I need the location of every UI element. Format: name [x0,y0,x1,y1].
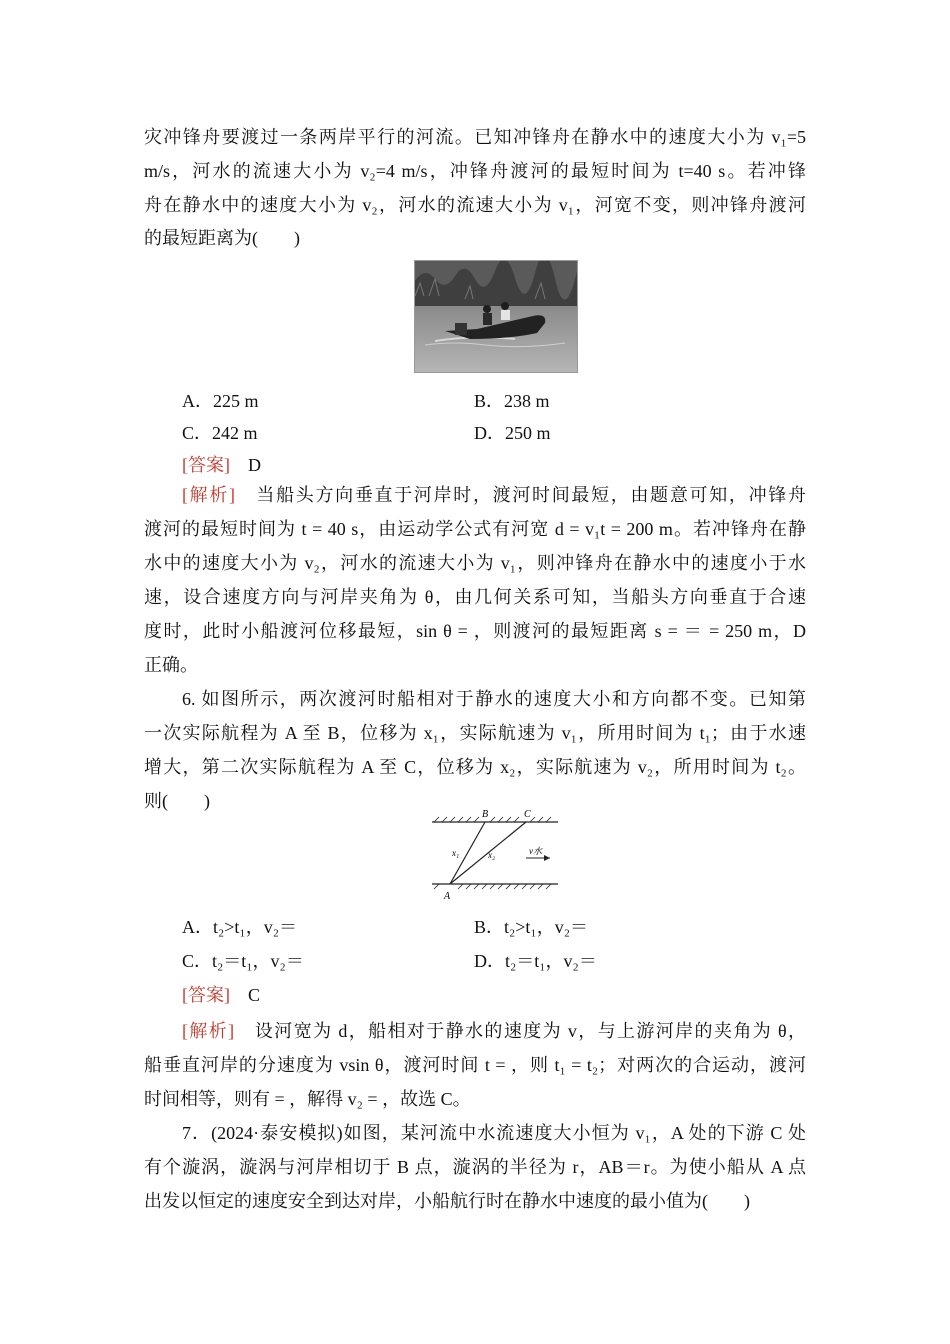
text-line-q5-jx-l5: 度时，此时小船渡河位移最短，sin θ = ，则渡河的最短距离 s = ＝ = 250 m，D [144,621,806,641]
text-line-q6-jx-l3: 时间相等，则有 = ，解得 v₂ = ，故选 C。 [144,1089,471,1109]
text-line-q5-l2: m/s，河水的流速大小为 v₂=4 m/s，冲锋舟渡河的最短时间为 t=40 s。若冲锋 [144,161,806,181]
diagram-label-x2: x₂ [488,850,496,860]
text-line-q5-jx-l3: 水中的速度大小为 v₂，河水的流速大小为 v₁，则冲锋舟在静水中的速度小于水 [144,553,806,573]
rescue-boat-photo [414,260,578,373]
line-text: 6. 如图所示，两次渡河时船相对于静水的速度大小和方向都不变。已知第 [182,689,806,709]
q6-option-a: A．t₂>t₁，v₂＝ [182,917,297,937]
diagram-label-c: C [524,809,531,820]
q6-option-c: C．t₂＝t₁，v₂＝ [182,951,304,971]
q5-answer [182,453,261,477]
text-line-q6-jx-l1 [182,1019,806,1043]
q6-answer [182,983,260,1007]
diagram-label-b: B [482,809,489,820]
line-text: 当船头方向垂直于河岸时，渡河时间最短，由题意可知，冲锋舟 [235,485,806,505]
line-text: 7．(2024·泰安模拟)如图，某河流中水流速度大小恒为 v₁，A 处的下游 C 处 [182,1123,806,1143]
text-line-q5-l1: 灾冲锋舟要渡过一条两岸平行的河流。已知冲锋舟在静水中的速度大小为 v₁=5 [144,127,806,147]
q6-option-d: D．t₂＝t₁，v₂＝ [474,951,597,971]
text-line-q6-jx-l2: 船垂直河岸的分速度为 vsin θ，渡河时间 t = ，则 t₁ = t₂；对两次的合运动，渡河 [144,1055,806,1075]
q6-answer-value: C [248,985,261,1005]
analysis-label: [解析] [182,1021,235,1041]
text-line-q7-l2: 有个漩涡，漩涡与河岸相切于 B 点，漩涡的半径为 r，AB＝r。为使小船从 A 点 [144,1157,806,1177]
diagram-label-a: A [444,891,451,902]
text-line-q6-l3: 增大，第二次实际航程为 A 至 C，位移为 x₂，实际航速为 v₂，所用时间为 t₂。 [144,757,806,777]
text-line-q5-l3: 舟在静水中的速度大小为 v₂，河水的流速大小为 v₁，河宽不变，则冲锋舟渡河 [144,195,806,215]
text-line-q6-l2: 一次实际航程为 A 至 B，位移为 x₁，实际航速为 v₁，所用时间为 t₁；由于水速 [144,723,806,743]
q5-option-a: A．225 m [182,391,259,411]
text-line-q5-jx-l4: 速，设合速度方向与河岸夹角为 θ，由几何关系可知，当船头方向垂直于合速 [144,587,806,607]
analysis-label: [解析] [182,485,236,505]
text-line-q5-l4: 的最短距离为( ) [144,228,300,248]
text-line-q6-l4: 则( ) [144,791,210,811]
q5-option-d: D．250 m [474,423,551,443]
text-line-q5-jx-l6: 正确。 [144,655,198,675]
q5-answer-value: D [248,455,261,475]
text-line-q6-l1 [182,687,806,711]
q5-option-c: C．242 m [182,423,258,443]
diagram-label-x1: x₁ [452,848,460,858]
line-text: 设河宽为 d，船相对于静水的速度为 v，与上游河岸的夹角为 θ， [234,1021,806,1041]
text-line-q5-jx-l1 [182,483,806,507]
text-line-q7-l3: 出发以恒定的速度安全到达对岸，小船航行时在静水中速度的最小值为( ) [144,1191,750,1211]
q5-answer-label: [答案] [182,455,230,475]
text-line-q7-l1 [182,1121,806,1145]
q5-option-b: B．238 m [474,391,550,411]
q6-option-b: B．t₂>t₁，v₂＝ [474,917,588,937]
text-line-q5-jx-l2: 渡河的最短时间为 t = 40 s，由运动学公式有河宽 d = v₁t = 200 m。若冲锋舟在静 [144,519,806,539]
diagram-label-v: v水 [529,846,542,856]
river-crossing-diagram [430,806,560,902]
q6-answer-label: [答案] [182,985,230,1005]
